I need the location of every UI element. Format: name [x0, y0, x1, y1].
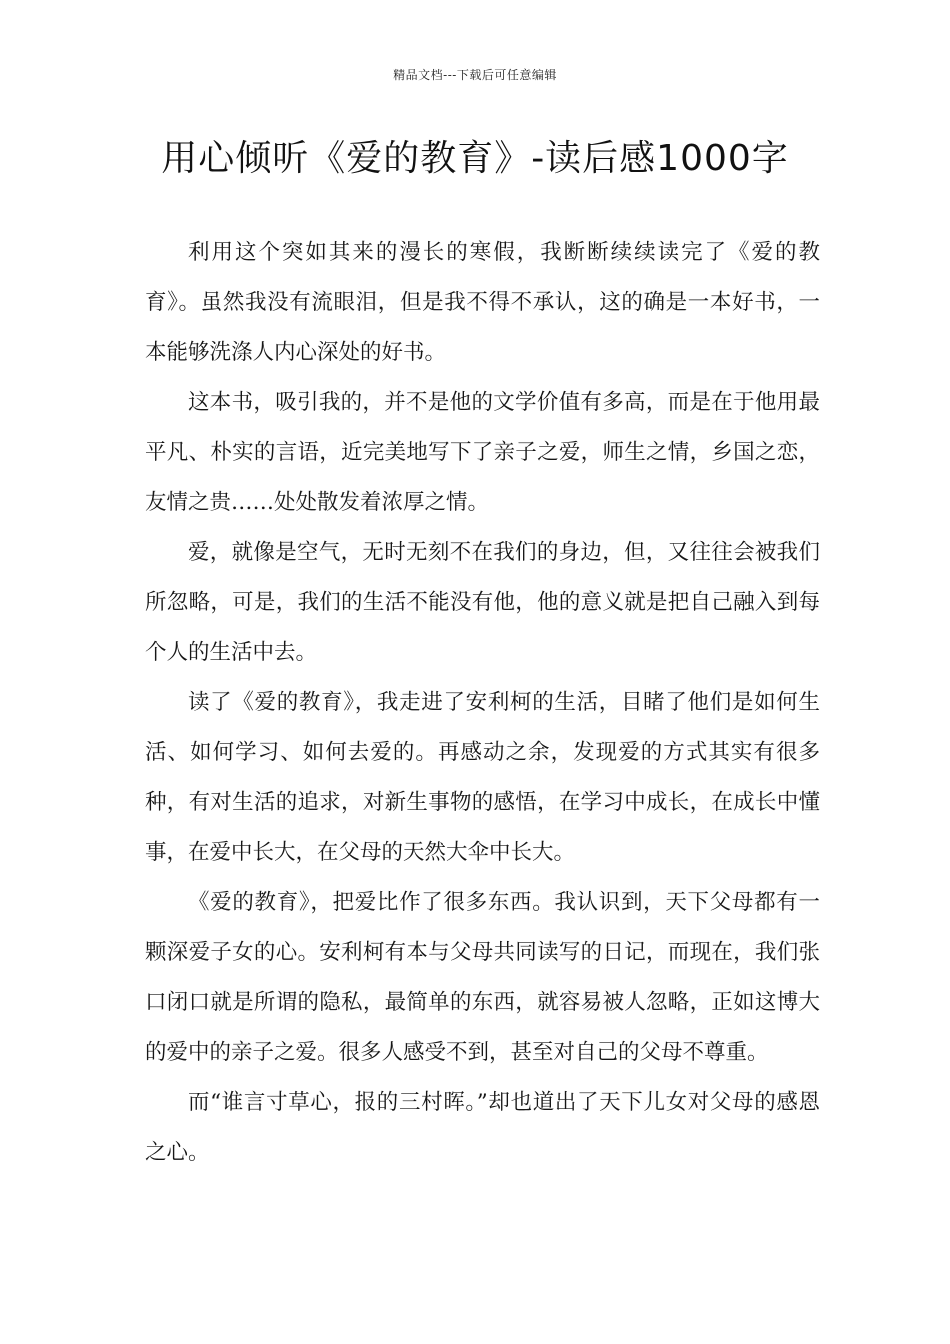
paragraph: 而“谁言寸草心，报的三村晖。”却也道出了天下儿女对父母的感恩之心。	[145, 1090, 820, 1165]
paragraph: 《爱的教育》，把爱比作了很多东西。我认识到，天下父母都有一颗深爱子女的心。安利柯有本与父母共同读写的日记，而现在，我们张口闭口就是所谓的隐私，最简单的东西，就容易被人忽略，正如这博大的爱中的亲子之爱。很多人感受不到，甚至对自己的父母不尊重。	[145, 890, 820, 1065]
document-body	[145, 228, 820, 1178]
paragraph: 读了《爱的教育》，我走进了安利柯的生活，目睹了他们是如何生活、如何学习、如何去爱的。再感动之余，发现爱的方式其实有很多种，有对生活的追求，对新生事物的感悟，在学习中成长，在成长中懂事，在爱中长大，在父母的天然大伞中长大。	[145, 690, 820, 865]
header-note: 精品文档---下载后可任意编辑	[393, 68, 557, 82]
paragraph: 这本书，吸引我的，并不是他的文学价值有多高，而是在于他用最平凡、朴实的言语，近完美地写下了亲子之爱，师生之情，乡国之恋，友情之贵……处处散发着浓厚之情。	[145, 390, 820, 515]
paragraph: 爱，就像是空气，无时无刻不在我们的身边，但，又往往会被我们所忽略，可是，我们的生活不能没有他，他的意义就是把自己融入到每个人的生活中去。	[145, 540, 820, 665]
document-title: 用心倾听《爱的教育》-读后感1000字	[161, 138, 789, 179]
paragraph: 利用这个突如其来的漫长的寒假，我断断续续读完了《爱的教育》。虽然我没有流眼泪，但是我不得不承认，这的确是一本好书，一本能够洗涤人内心深处的好书。	[145, 240, 820, 365]
